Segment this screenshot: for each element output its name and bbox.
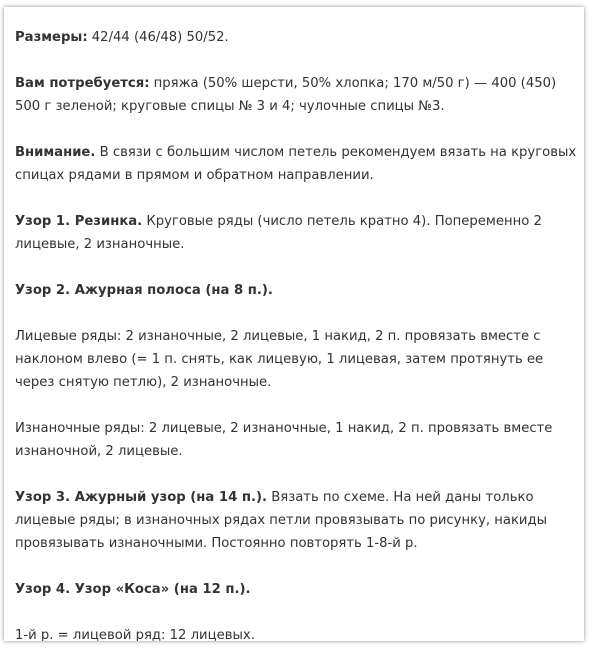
- pattern3-paragraph: [15, 486, 581, 555]
- materials-label: Вам потребуется:: [15, 76, 150, 91]
- pattern4-row1-text: 1-й р. = лицевой ряд: 12 лицевых.: [15, 628, 255, 641]
- pattern2-heading: [15, 279, 581, 302]
- sizes-text: 42/44 (46/48) 50/52.: [87, 30, 229, 45]
- pattern1-text: Круговые ряды (число петель кратно 4). Попеременно 2 лицевые, 2 изнаночные.: [15, 214, 542, 252]
- pattern2-label: Узор 2. Ажурная полоса (на 8 п.).: [15, 283, 273, 298]
- materials-text: пряжа (50% шерсти, 50% хлопка; 170 м/50 г) — 400 (450) 500 г зеленой; круговые спицы № 3 и 4; чулочные спицы №3.: [15, 76, 557, 114]
- pattern1-paragraph: [15, 210, 581, 256]
- attention-paragraph: [15, 141, 581, 187]
- sizes-label: Размеры:: [15, 30, 88, 45]
- article-body: [4, 7, 581, 641]
- pattern2-wrong-rows-text: Изнаночные ряды: 2 лицевые, 2 изнаночные, 1 накид, 2 п. провязать вместе изнаночной, 2 лицевые.: [15, 421, 553, 459]
- pattern2-right-rows: [15, 325, 581, 394]
- pattern3-label: Узор 3. Ажурный узор (на 14 п.).: [15, 490, 268, 505]
- pattern1-label: Узор 1. Резинка.: [15, 214, 143, 229]
- pattern4-label: Узор 4. Узор «Коса» (на 12 п.).: [15, 582, 251, 597]
- materials-paragraph: [15, 72, 581, 118]
- attention-label: Внимание.: [15, 145, 96, 160]
- pattern2-wrong-rows: [15, 417, 581, 463]
- article-card: [4, 7, 584, 641]
- pattern2-right-rows-text: Лицевые ряды: 2 изнаночные, 2 лицевые, 1 накид, 2 п. провязать вместе с наклоном влево (= 1 п. снять, как лицевую, 1 лицевая, затем протянуть ее через снятую петлю), 2 изнаночные.: [15, 329, 544, 390]
- pattern4-row1: [15, 624, 581, 641]
- pattern4-heading: [15, 578, 581, 601]
- pattern3-text: Вязать по схеме. На ней даны только лицевые ряды; в изнаночных рядах петли провязывать по рисунку, накиды провязывать изнаночными. Постоянно повторять 1-8-й р.: [15, 490, 548, 551]
- sizes-paragraph: [15, 26, 581, 49]
- attention-text: В связи с большим числом петель рекомендуем вязать на круговых спицах рядами в прямом и обратном направлении.: [15, 145, 577, 183]
